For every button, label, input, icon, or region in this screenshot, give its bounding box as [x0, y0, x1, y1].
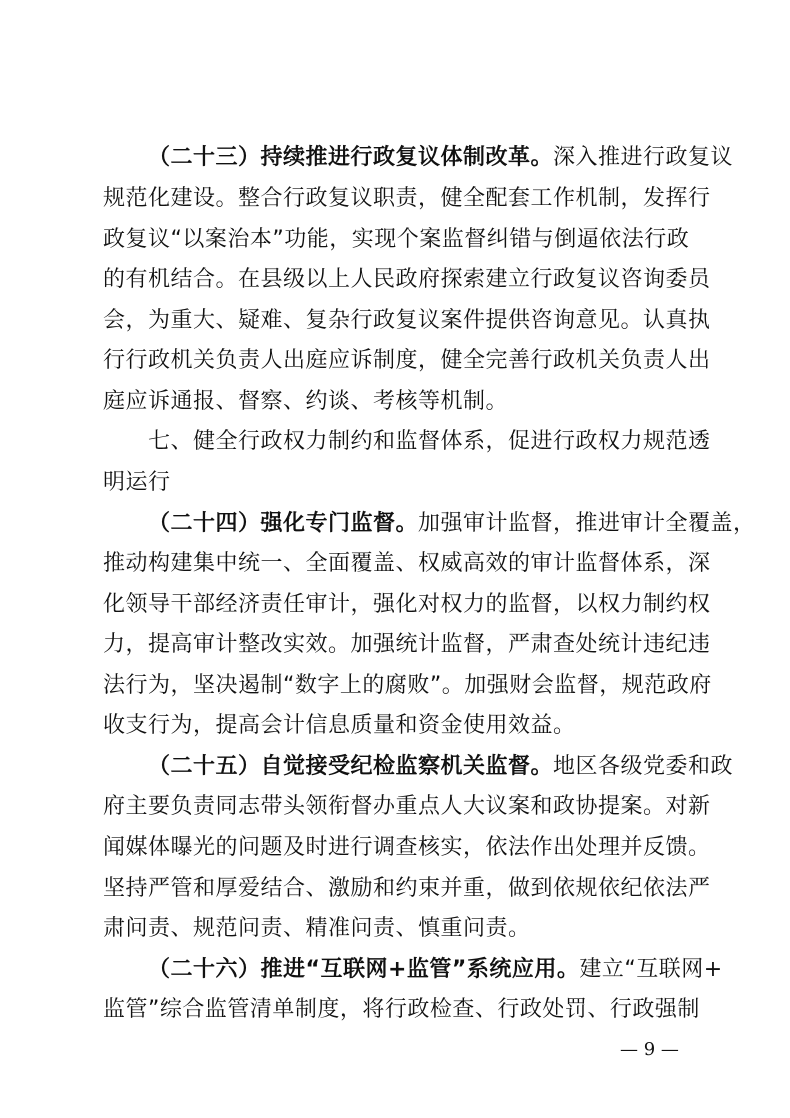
paragraph-23-line-7: 庭应诉通报、督察、约谈、考核等机制。 — [103, 389, 509, 414]
paragraph-23-text: 深入推进行政复议 — [553, 145, 734, 170]
paragraph-25-line-1 — [148, 752, 734, 782]
paragraph-26-text: 建立“互联网+ — [579, 957, 723, 982]
paragraph-24-line-6: 收支行为，提高会计信息质量和资金使用效益。 — [103, 713, 576, 738]
paragraph-26-line-1 — [148, 955, 723, 985]
paragraph-23-line-6: 行行政机关负责人出庭应诉制度，健全完善行政机关负责人出 — [103, 348, 711, 373]
paragraph-23-line-4: 的有机结合。在县级以上人民政府探索建立行政复议咨询委员 — [103, 267, 711, 292]
paragraph-25-line-3: 闻媒体曝光的问题及时进行调查核实，依法作出处理并反馈。 — [103, 835, 711, 860]
paragraph-25-line-2: 府主要负责同志带头领衔督办重点人大议案和政协提案。对新 — [103, 794, 711, 819]
paragraph-24-line-3: 化领导干部经济责任审计，强化对权力的监督，以权力制约权 — [103, 592, 711, 617]
paragraph-26-heading: （二十六）推进“互联网+监管”系统应用。 — [148, 957, 580, 982]
paragraph-24-heading: （二十四）强化专门监督。 — [148, 511, 419, 536]
paragraph-24-line-2: 推动构建集中统一、全面覆盖、权威高效的审计监督体系，深 — [103, 551, 711, 576]
paragraph-24-line-4: 力，提高审计整改实效。加强统计监督，严肃查处统计违纪违 — [103, 632, 711, 657]
paragraph-24-text: 加强审计监督，推进审计全覆盖， — [418, 511, 756, 536]
paragraph-23-line-5: 会，为重大、疑难、复杂行政复议案件提供咨询意见。认真执 — [103, 308, 711, 333]
section-7-heading-line-2: 明运行 — [103, 470, 171, 495]
paragraph-24-line-5: 法行为，坚决遏制“数字上的腐败”。加强财会监督，规范政府 — [103, 673, 712, 698]
paragraph-23-line-2: 规范化建设。整合行政复议职责，健全配套工作机制，发挥行 — [103, 186, 711, 211]
paragraph-23-heading: （二十三）持续推进行政复议体制改革。 — [148, 145, 554, 170]
paragraph-24-line-1 — [148, 509, 756, 539]
paragraph-25-heading: （二十五）自觉接受纪检监察机关监督。 — [148, 754, 554, 779]
paragraph-23-line-1 — [148, 143, 734, 173]
paragraph-26-line-2: 监管”综合监管清单制度，将行政检查、行政处罚、行政强制 — [103, 997, 700, 1022]
paragraph-23-line-3: 政复议“以案治本”功能，实现个案监督纠错与倒逼依法行政 — [103, 227, 690, 252]
paragraph-25-text: 地区各级党委和政 — [553, 754, 734, 779]
section-7-heading-line-1: 七、健全行政权力制约和监督体系，促进行政权力规范透 — [148, 429, 711, 454]
paragraph-25-line-5: 肃问责、规范问责、精准问责、慎重问责。 — [103, 916, 531, 941]
paragraph-25-line-4: 坚持严管和厚爱结合、激励和约束并重，做到依规依纪依法严 — [103, 876, 711, 901]
page-number: — 9 — — [620, 1039, 679, 1060]
